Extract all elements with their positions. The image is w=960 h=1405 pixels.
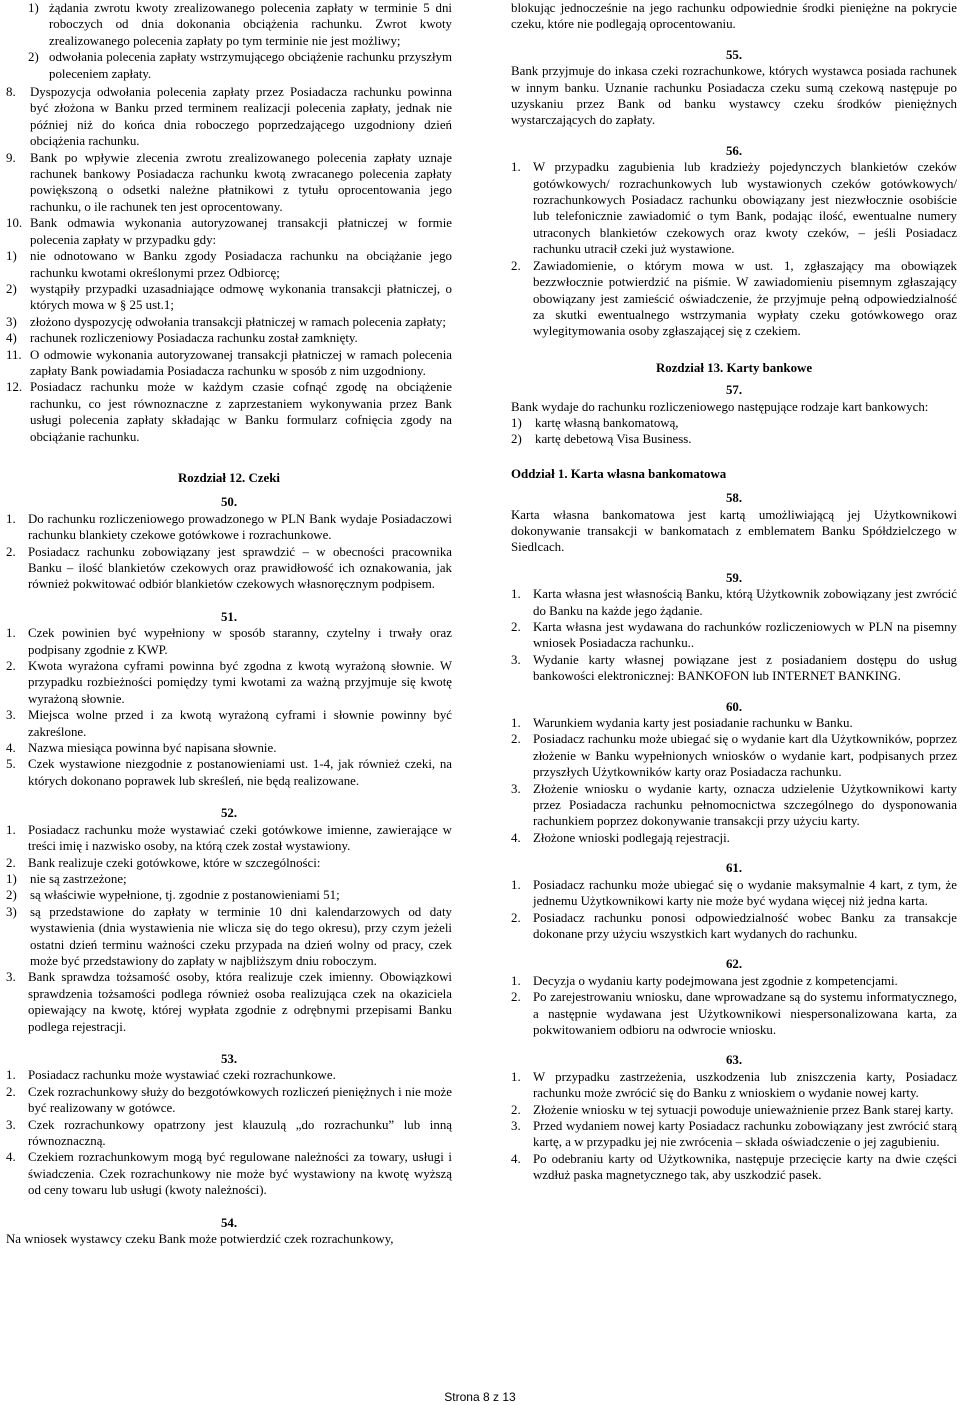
section-number: 62. <box>725 957 743 972</box>
section-number: 55. <box>725 47 743 62</box>
paragraph-8: 8. Dyspozycja odwołania polecenia zapłaty przez Posiadacza rachunku powinna być złożona w Banku przed terminem realizacji polecenia zapłaty, jednak nie później niż do końca dnia roboczego poprzedzającego uzgodniony dzień obciążenia rachunku. <box>6 85 452 149</box>
section-number: 51. <box>220 609 238 624</box>
chapter-heading: Rozdział 13. Karty bankowe <box>655 360 813 375</box>
list-item: 1. Posiadacz rachunku może ubiegać się o wydanie maksymalnie 4 kart, z tym, że jednemu Użytkownikowi karty nie może być wydana więcej niż jedna karta. <box>511 877 957 909</box>
list-item: 2. Złożenie wniosku w tej sytuacji powoduje unieważnienie przez Bank starej karty. <box>511 1102 954 1117</box>
paragraph-10-list <box>6 248 452 346</box>
list-item: 2) są właściwie wypełnione, tj. zgodnie z postanowieniami 51; <box>6 888 340 903</box>
list-item: 1) nie odnotowano w Banku zgody Posiadacza rachunku na obciążanie jego rachunku kwotami określonymi przez Odbiorcę; <box>6 249 452 280</box>
section-number: 59. <box>725 570 743 585</box>
list-item: 3) są przedstawione do zapłaty w terminie 10 dni kalendarzowych od daty wystawienia (dnia wystawienia nie wlicza się do tego okresu), przy czym jeżeli ostatni dzień terminu ważności czeku przypada na dzień wolny od pracy, czek może być przedstawiony do zapłaty w najbliższym dniu roboczym. <box>6 904 452 968</box>
list-item: 3. Miejsca wolne przed i za kwotą wyrażoną cyframi i słownie powinny być zakreślone. <box>6 708 452 739</box>
page-footer: Strona 8 z 13 <box>444 1390 516 1404</box>
list-item: 3. Wydanie karty własnej powiązane jest z posiadaniem dostępu do usług bankowości elektronicznej: BANKOFON lub INTERNET BANKING. <box>511 652 957 684</box>
section-number: 57. <box>725 383 743 398</box>
list-item: 2. Po zarejestrowaniu wniosku, dane wprowadzane są do systemu informatycznego, a następnie wydawana jest Użytkownikowi niespersonalizowana karta, za pokwitowaniem odbioru na odwrocie wniosku. <box>511 990 957 1037</box>
list-item: 3. Bank sprawdza tożsamość osoby, która realizuje czek imienny. Obowiązkowi sprawdzenia tożsamości podlega również osoba realizująca czek na okaziciela opiewający na kwotę, której wypłata zgodnie z odrębnymi przepisami Banku podlega rejestracji. <box>6 970 452 1034</box>
list-item: 4. Po odebraniu karty od Użytkownika, następuje przecięcie karty na dwie części wzdłuż paska magnetycznego tak, aby uszkodzić pasek. <box>511 1151 957 1183</box>
list-item: 4. Czekiem rozrachunkowym mogą być regulowane należności za towary, usługi i świadczenia. Czek rozrachunkowy nie może być wystawiony na kwotę wyższą od ceny towaru lub usługi (kwoty należności). <box>6 1150 452 1198</box>
list-item: 5. Czek wystawione niezgodnie z postanowieniami ust. 1-4, jak również czeki, na których dokonano poprawek lub skreśleń, nie będą realizowane. <box>6 757 452 788</box>
section-number: 58. <box>725 491 743 506</box>
list-item: 2. Czek rozrachunkowy służy do bezgotówkowych rozliczeń pieniężnych i nie może być realizowany w gotówce. <box>6 1084 452 1116</box>
list-item: 2. Kwota wyrażona cyframi powinna być zgodna z kwotą wyrażoną słownie. W przypadku rozbieżności pomiędzy tymi kwotami za ważną przyjmuje się kwotę wyrażoną słownie. <box>6 659 452 706</box>
list-item: 1. Do rachunku rozliczeniowego prowadzonego w PLN Bank wydaje Posiadaczowi rachunku blankiety czekowe gotówkowe i rozrachunkowe. <box>6 511 452 543</box>
section-number: 54. <box>220 1215 238 1230</box>
intro-list <box>28 0 452 82</box>
list-item: 1. Warunkiem wydania karty jest posiadanie rachunku w Banku. <box>511 716 853 731</box>
list-item: 2) kartę debetową Visa Business. <box>511 432 692 447</box>
list-item: 1) kartę własną bankomatową, <box>511 415 679 430</box>
list-item: 2. Posiadacz rachunku może ubiegać się o wydanie kart dla Użytkowników, poprzez złożenie w Banku wypełnionych wniosków o wydanie kart, podpisanych przez przyszłych Użytkowników karty oraz Posiadacza rachunku. <box>511 732 957 780</box>
list-item: 3. Złożenie wniosku o wydanie karty, oznacza udzielenie Użytkownikowi karty przez Posiadacza rachunku pełnomocnictwa szczególnego do dysponowania rachunkiem poprzez dokonywanie transakcji przy użyciu karty. <box>511 781 957 829</box>
section-number: 52. <box>220 806 238 821</box>
list-item: 1. W przypadku zagubienia lub kradzieży pojedynczych blankietów czeków gotówkowych/ rozrachunkowych lub wystawionych czeków gotówkowych/ rozrachunkowych Posiadacz rachunku obowiązany jest niezwłocznie osobiście lub telefonicznie zawiadomić o tym Bank, podając ilość, ewentualne numery utraconych blankietów czekowych oraz kwoty czeków, – jeśli Posiadacz rachunku utracił czeki już wystawione. <box>511 160 957 257</box>
paragraph: Bank przyjmuje do inkasa czeki rozrachunkowe, których wystawca posiada rachunek w innym banku. Uznanie rachunku Posiadacza czeku sumą czekową następuje po uzyskaniu przez Bank od banku wystawcy czeku środków pieniężnych wystarczających do zapłaty. <box>511 64 957 128</box>
paragraph: Bank wydaje do rachunku rozliczeniowego następujące rodzaje kart bankowych: <box>511 399 929 414</box>
list-item: 4. Złożone wnioski podlegają rejestracji. <box>511 830 730 845</box>
list-item: 1. Posiadacz rachunku może wystawiać czeki gotówkowe imienne, zawierające w treści imię i nazwisko osoby, na którą czek został wystawiony. <box>6 822 452 854</box>
list-item: 1. Decyzja o wydaniu karty podejmowana jest zgodnie z kompetencjami. <box>511 973 898 988</box>
list-item: 3. Czek rozrachunkowy opatrzony jest klauzulą „do rozrachunku” lub inną równoznaczną. <box>6 1117 452 1148</box>
section-number: 61. <box>725 861 743 876</box>
paragraph: blokując jednocześnie na jego rachunku odpowiednie środki pieniężne na pokrycie czeku, które nie podlegają oprocentowaniu. <box>511 1 957 32</box>
section-number: 50. <box>220 495 238 510</box>
list-item: 2. Bank realizuje czeki gotówkowe, które w szczególności: <box>6 855 321 870</box>
sub-list <box>6 871 452 969</box>
list-item: 2) odwołania polecenia zapłaty wstrzymującego obciążenie rachunku przyszłym poleceniem zapłaty. <box>28 50 452 81</box>
list-item: 2. Zawiadomienie, o którym mowa w ust. 1, zgłaszający ma obowiązek bezzwłocznie potwierdzić na piśmie. W zawiadomieniu pisemnym zgłaszający obowiązany jest zamieścić oświadczenie, że przyjmuje pełną odpowiedzialność za skutki ewentualnego wstrzymania wypłaty czeku gotówkowego oraz wylegitymowania osoby zgłaszającej się z czekiem. <box>511 258 957 339</box>
paragraph: Karta własna bankomatowa jest kartą umożliwiającą jej Użytkownikowi dokonywanie transakcji w bankomatach z emblematem Banku Spółdzielczego w Siedlcach. <box>511 507 957 555</box>
section-number: 53. <box>220 1051 238 1066</box>
list-item: 3. Przed wydaniem nowej karty Posiadacz rachunku zobowiązany jest zwrócić starą kartę, a w przypadku jej nie zwrócenia – składa oświadczenie o jej zagubieniu. <box>511 1118 957 1150</box>
paragraph-11: 11. O odmowie wykonania autoryzowanej transakcji płatniczej w ramach polecenia zapłaty Bank powiadamia Posiadacza rachunku w sposób z nim uzgodniony. <box>6 347 452 378</box>
subsection-heading: Oddział 1. Karta własna bankomatowa <box>511 466 727 481</box>
section-number: 56. <box>725 143 743 158</box>
paragraph: Na wniosek wystawcy czeku Bank może potwierdzić czek rozrachunkowy, <box>6 1232 394 1247</box>
list-item: 1. W przypadku zastrzeżenia, uszkodzenia lub zniszczenia karty, Posiadacz rachunku może zwrócić się do Banku z wnioskiem o wydanie nowej karty. <box>511 1069 957 1101</box>
list-item: 2. Posiadacz rachunku ponosi odpowiedzialność wobec Banku za transakcje dokonane przy użyciu wszystkich kart wydanych do rachunku. <box>511 910 957 941</box>
paragraph-12: 12. Posiadacz rachunku może w każdym czasie cofnąć zgodę na obciążenie rachunku, co jest równoznaczne z zaprzestaniem wykonywania przez Bank usługi polecenia zapłaty składając w Banku formularz cofnięcia zgody na obciążanie rachunku. <box>6 380 452 444</box>
list-item: 4) rachunek rozliczeniowy Posiadacza rachunku został zamknięty. <box>6 331 358 346</box>
section-number: 60. <box>725 699 743 714</box>
paragraph-9: 9. Bank po wpływie zlecenia zwrotu zrealizowanego polecenia zapłaty uznaje rachunek bankowy Posiadacza rachunku kwotą zwracanego polecenia zapłaty powiększoną o odsetki należne płatnikowi z tytułu oprocentowania jego rachunku, o ile rachunek ten jest oprocentowany. <box>6 150 452 214</box>
list-item: 2. Karta własna jest wydawana do rachunków rozliczeniowych w PLN na pisemny wniosek Posiadacza rachunku.. <box>511 620 957 651</box>
left-column <box>6 0 452 1247</box>
list-item: 1) żądania zwrotu kwoty zrealizowanego polecenia zapłaty w terminie 5 dni roboczych od dnia dokonania obciążenia rachunku. Zwrot kwoty zrealizowanego polecenia zapłaty po tym terminie nie jest możliwy; <box>28 1 452 48</box>
chapter-heading: Rozdział 12. Czeki <box>177 470 281 485</box>
section-number: 63. <box>725 1053 743 1068</box>
list-item: 4. Nazwa miesiąca powinna być napisana słownie. <box>6 741 277 756</box>
right-column <box>511 0 957 1184</box>
list-item: 1. Karta własna jest własnością Banku, którą Użytkownik zobowiązany jest zwrócić do Banku na każde jego żądanie. <box>511 587 957 618</box>
list-item: 2) wystąpiły przypadki uzasadniające odmowę wykonania transakcji płatniczej, o których mowa w § 25 ust.1; <box>6 281 452 313</box>
list-item: 1) nie są zastrzeżone; <box>6 871 127 886</box>
list-item: 2. Posiadacz rachunku zobowiązany jest sprawdzić – w obecności pracownika Banku – ilość blankietów czekowych oraz prawidłowość ich oznakowania, jak również pokwitować odbiór blankietów czekowych własnoręcznym podpisem. <box>6 544 452 592</box>
list-item: 1. Czek powinien być wypełniony w sposób staranny, czytelny i trwały oraz podpisany zgodnie z KWP. <box>6 626 452 657</box>
list-item: 3) złożono dyspozycję odwołania transakcji płatniczej w ramach polecenia zapłaty; <box>6 314 446 329</box>
paragraph-10: 10. Bank odmawia wykonania autoryzowanej transakcji płatniczej w formie polecenia zapłaty w przypadku gdy: <box>6 216 452 247</box>
list-item: 1. Posiadacz rachunku może wystawiać czeki rozrachunkowe. <box>6 1068 336 1083</box>
sub-list <box>511 415 957 448</box>
